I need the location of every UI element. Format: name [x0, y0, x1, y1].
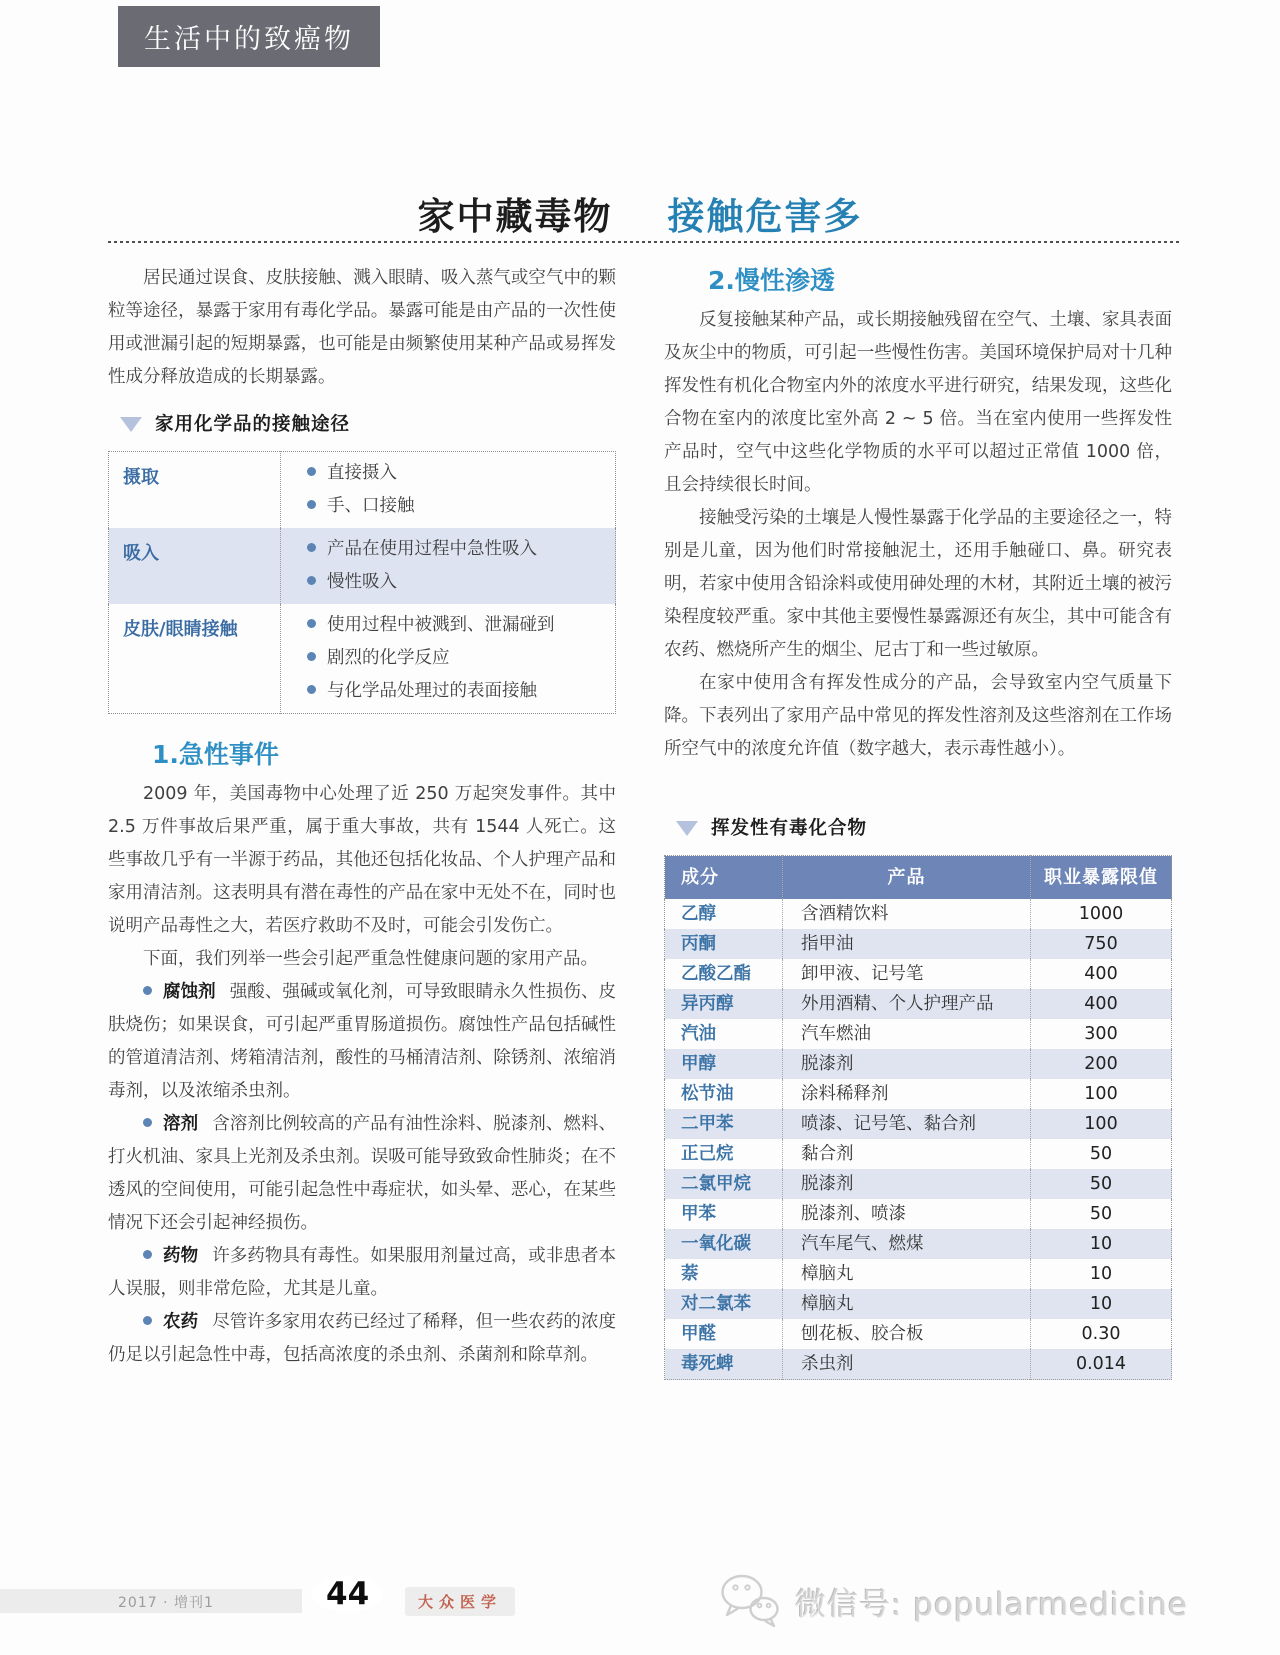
table-header-row: [665, 856, 1172, 900]
triangle-down-icon: [120, 417, 142, 432]
compound-cell: 乙酸乙酯: [681, 964, 751, 984]
bullet-dot-icon: [143, 1250, 152, 1259]
product-cell: 喷漆、记号笔、黏合剂: [783, 1109, 1031, 1139]
column-header-compound: 成分: [665, 856, 783, 900]
bullet-text: 强酸、强碱或氧化剂，可导致眼睛永久性损伤、皮肤烧伤；如果误食，可引起严重胃肠道损伤。腐蚀性产品包括碱性的管道清洁剂、烤箱清洁剂，酸性的马桶清洁剂、除锈剂、浓缩消毒剂，以及浓缩杀虫剂。: [108, 982, 617, 1101]
limit-cell: 10: [1031, 1259, 1172, 1289]
acute-paragraph-2: 下面，我们列举一些会引起严重急性健康问题的家用产品。: [143, 949, 598, 969]
row-items: [281, 528, 616, 604]
compound-cell: 一氧化碳: [681, 1234, 751, 1254]
bullet-text: 许多药物具有毒性。如果服用剂量过高，或非患者本人误服，则非常危险，尤其是儿童。: [108, 1246, 617, 1299]
product-cell: 指甲油: [783, 929, 1031, 959]
table-row: [665, 899, 1172, 929]
routes-table-title: [120, 408, 616, 441]
chronic-paragraph-2: 接触受污染的土壤是人慢性暴露于化学品的主要途径之一，特别是儿童，因为他们时常接触泥土，还用手触碰口、鼻。研究表明，若家中使用含铅涂料或使用砷处理的木材，其附近土壤的被污染程度较严重。家中其他主要慢性暴露源还有灰尘，其中可能含有农药、燃烧所产生的烟尘、尼古丁和一些过敏原。: [664, 508, 1172, 660]
table-row: [665, 1349, 1172, 1380]
product-cell: 脱漆剂: [783, 1169, 1031, 1199]
column-header-limit: 职业暴露限值: [1031, 856, 1172, 900]
bullet-dot-icon: [143, 986, 152, 995]
compound-cell: 异丙醇: [681, 994, 734, 1014]
product-cell: 涂料稀释剂: [783, 1079, 1031, 1109]
compound-cell: 松节油: [681, 1084, 734, 1104]
product-cell: 刨花板、胶合板: [783, 1319, 1031, 1349]
table-row: [665, 1109, 1172, 1139]
product-cell: 含酒精饮料: [783, 899, 1031, 929]
product-cell: 脱漆剂: [783, 1049, 1031, 1079]
product-cell: 卸甲液、记号笔: [783, 959, 1031, 989]
row-label: 皮肤/眼睛接触: [123, 619, 238, 640]
bullet-dot-icon: [307, 619, 316, 628]
column-header-product: 产品: [783, 856, 1031, 900]
compound-cell: 二甲苯: [681, 1114, 734, 1134]
limit-cell: 0.014: [1031, 1349, 1172, 1380]
route-item: 使用过程中被溅到、泄漏碰到: [307, 609, 601, 642]
article-body: [108, 262, 1172, 1380]
compound-cell: 汽油: [681, 1024, 716, 1044]
brand-badge: 大众医学: [405, 1587, 515, 1616]
bullet-item: [108, 976, 616, 1108]
table-row: [665, 1199, 1172, 1229]
bullet-dot-icon: [307, 576, 316, 585]
bullet-dot-icon: [143, 1316, 152, 1325]
product-cell: 汽车尾气、燃煤: [783, 1229, 1031, 1259]
row-label: 摄取: [123, 467, 159, 488]
limit-cell: 10: [1031, 1289, 1172, 1319]
table-row: [109, 528, 616, 604]
bullet-dot-icon: [307, 500, 316, 509]
section-heading-acute: 1.急性事件: [152, 740, 279, 769]
limit-cell: 10: [1031, 1229, 1172, 1259]
table-row: [665, 1319, 1172, 1349]
limit-cell: 50: [1031, 1139, 1172, 1169]
bullet-item: [108, 1306, 616, 1372]
routes-table-title-text: 家用化学品的接触途径: [155, 414, 351, 435]
compound-cell: 甲醛: [681, 1324, 716, 1344]
route-item: 直接摄入: [307, 457, 601, 490]
row-items: [281, 604, 616, 714]
table-row: [109, 604, 616, 714]
product-cell: 黏合剂: [783, 1139, 1031, 1169]
bullet-dot-icon: [307, 652, 316, 661]
bullet-item: [108, 1108, 616, 1240]
category-badge: 生活中的致癌物: [118, 6, 380, 67]
product-cell: 樟脑丸: [783, 1259, 1031, 1289]
bullet-term: 药物: [163, 1246, 199, 1266]
page-footer: [0, 1576, 1280, 1650]
product-cell: 外用酒精、个人护理产品: [783, 989, 1031, 1019]
compound-cell: 乙醇: [681, 904, 716, 924]
compound-cell: 甲醇: [681, 1054, 716, 1074]
bullet-dot-icon: [307, 543, 316, 552]
limit-cell: 400: [1031, 989, 1172, 1019]
bullet-dot-icon: [143, 1118, 152, 1127]
compound-cell: 二氯甲烷: [681, 1174, 751, 1194]
table-row: [665, 1259, 1172, 1289]
compound-cell: 甲苯: [681, 1204, 716, 1224]
table-row: [665, 929, 1172, 959]
table-row: [665, 1049, 1172, 1079]
bullet-text: 含溶剂比例较高的产品有油性涂料、脱漆剂、燃料、打火机油、家具上光剂及杀虫剂。误吸可能导致致命性肺炎；在不透风的空间使用，可能引起急性中毒症状，如头晕、恶心，在某些情况下还会引起神经损伤。: [108, 1114, 617, 1233]
section-heading-chronic: 2.慢性渗透: [708, 266, 835, 295]
left-column: [108, 262, 616, 1380]
route-item: 与化学品处理过的表面接触: [307, 675, 601, 708]
page-number: 44: [312, 1576, 383, 1612]
chronic-paragraph-3: 在家中使用含有挥发性成分的产品，会导致室内空气质量下降。下表列出了家用产品中常见的挥发性溶剂及这些溶剂在工作场所空气中的浓度允许值（数字越大，表示毒性越小）。: [664, 673, 1172, 759]
wechat-info: [717, 1572, 1188, 1630]
bullet-term: 溶剂: [163, 1114, 199, 1134]
row-items: [281, 452, 616, 529]
bullet-dot-icon: [307, 467, 316, 476]
bullet-term: 腐蚀剂: [163, 982, 216, 1002]
chronic-paragraph-1: 反复接触某种产品，或长期接触残留在空气、土壤、家具表面及灰尘中的物质，可引起一些慢性伤害。美国环境保护局对十几种挥发性有机化合物室内外的浓度水平进行研究，结果发现，这些化合物在室内的浓度比室外高 2 ~ 5 倍。当在室内使用一些挥发性产品时，空气中这些化学物质的水平可以超过正常值 1000 倍，且会持续很长时间。: [664, 310, 1172, 495]
issue-label: 2017 · 增刊1: [118, 1595, 214, 1611]
wechat-icon: [717, 1572, 783, 1630]
compound-cell: 丙酮: [681, 934, 716, 954]
title-main: 家中藏毒物: [417, 195, 613, 238]
limit-cell: 1000: [1031, 899, 1172, 929]
bullet-text: 尽管许多家用农药已经过了稀释，但一些农药的浓度仍足以引起急性中毒，包括高浓度的杀虫剂、杀菌剂和除草剂。: [108, 1312, 617, 1365]
table-row: [665, 1229, 1172, 1259]
table-row: [109, 452, 616, 529]
table-row: [665, 1139, 1172, 1169]
route-item: 手、口接触: [307, 490, 601, 523]
limit-cell: 300: [1031, 1019, 1172, 1049]
title-accent: 接触危害多: [667, 194, 863, 238]
wechat-label: 微信号: popularmedicine: [794, 1586, 1188, 1623]
voc-table-title-text: 挥发性有毒化合物: [711, 818, 868, 839]
row-label: 吸入: [123, 543, 159, 564]
limit-cell: 200: [1031, 1049, 1172, 1079]
bullet-term: 农药: [163, 1312, 199, 1332]
voc-table: [664, 855, 1172, 1380]
intro-paragraph: 居民通过误食、皮肤接触、溅入眼睛、吸入蒸气或空气中的颗粒等途径，暴露于家用有毒化学品。暴露可能是由产品的一次性使用或泄漏引起的短期暴露，也可能是由频繁使用某种产品或易挥发性成分释放造成的长期暴露。: [108, 268, 616, 387]
bullet-dot-icon: [307, 685, 316, 694]
compound-cell: 萘: [681, 1264, 699, 1284]
compound-cell: 对二氯苯: [681, 1294, 751, 1314]
right-column: [664, 262, 1172, 1380]
route-item: 剧烈的化学反应: [307, 642, 601, 675]
table-row: [665, 1169, 1172, 1199]
voc-table-title: [676, 812, 1172, 845]
page-title: [0, 186, 1280, 240]
triangle-down-icon: [676, 821, 698, 836]
limit-cell: 50: [1031, 1199, 1172, 1229]
limit-cell: 0.30: [1031, 1319, 1172, 1349]
route-item: 产品在使用过程中急性吸入: [307, 533, 601, 566]
table-row: [665, 1289, 1172, 1319]
bullet-item: [108, 1240, 616, 1306]
limit-cell: 100: [1031, 1109, 1172, 1139]
table-row: [665, 1079, 1172, 1109]
table-row: [665, 989, 1172, 1019]
limit-cell: 50: [1031, 1169, 1172, 1199]
product-cell: 脱漆剂、喷漆: [783, 1199, 1031, 1229]
table-row: [665, 1019, 1172, 1049]
compound-cell: 正己烷: [681, 1144, 734, 1164]
dashed-divider: [108, 241, 1180, 243]
route-item: 慢性吸入: [307, 566, 601, 599]
limit-cell: 400: [1031, 959, 1172, 989]
product-cell: 汽车燃油: [783, 1019, 1031, 1049]
product-cell: 樟脑丸: [783, 1289, 1031, 1319]
limit-cell: 100: [1031, 1079, 1172, 1109]
routes-table: [108, 451, 616, 714]
product-cell: 杀虫剂: [783, 1349, 1031, 1380]
compound-cell: 毒死蜱: [681, 1354, 734, 1374]
acute-paragraph-1: 2009 年，美国毒物中心处理了近 250 万起突发事件。其中 2.5 万件事故后果严重，属于重大事故，共有 1544 人死亡。这些事故几乎有一半源于药品，其他还包括化妆品、个人护理产品和家用清洁剂。这表明具有潜在毒性的产品在家中无处不在，同时也说明产品毒性之大，若医疗救助不及时，可能会引发伤亡。: [108, 784, 616, 936]
table-row: [665, 959, 1172, 989]
limit-cell: 750: [1031, 929, 1172, 959]
